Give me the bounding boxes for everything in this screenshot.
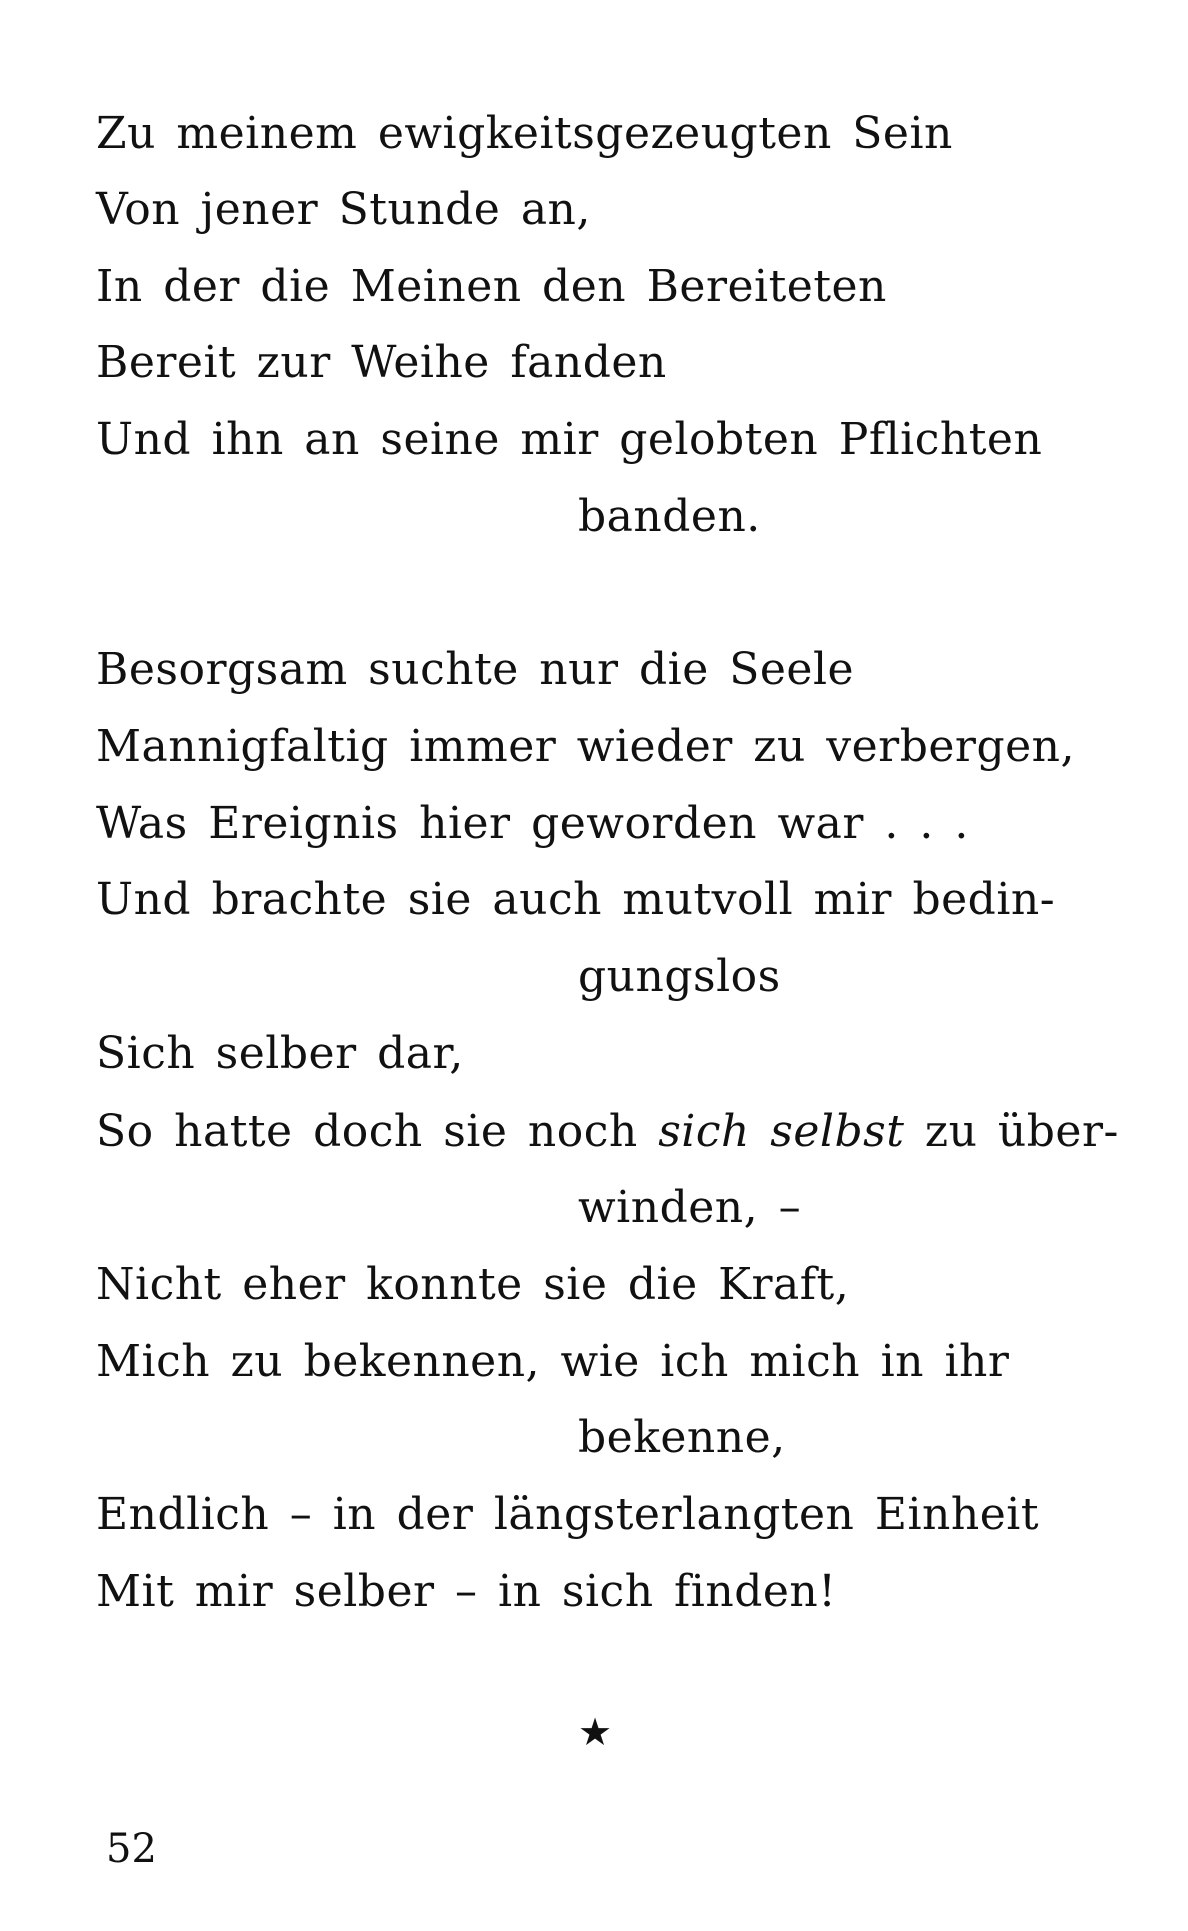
poem-line: Sich selber dar, (96, 1028, 464, 1079)
poem-line: Besorgsam suchte nur die Seele (96, 644, 855, 695)
emphasized-text: sich selbst (658, 1106, 905, 1157)
poem-line (96, 1106, 1119, 1158)
poem-line: Mit mir selber – in sich finden! (96, 1566, 837, 1617)
poem-line: Von jener Stunde an, (96, 184, 591, 235)
page-number: 52 (106, 1826, 157, 1872)
poem-line: Und brachte sie auch mutvoll mir bedin- (96, 874, 1056, 925)
poem-line: Bereit zur Weihe fanden (96, 337, 667, 388)
poem-line-continuation: winden, – (578, 1182, 802, 1233)
star-ornament-icon: ★ (578, 1710, 613, 1754)
poem-line: Und ihn an seine mir gelobten Pflichten (96, 414, 1043, 465)
poem-text: So hatte doch sie noch (96, 1106, 659, 1157)
poem-line: Was Ereignis hier geworden war . . . (96, 798, 969, 849)
poem-line: Nicht eher konnte sie die Kraft, (96, 1259, 850, 1310)
poem-line: In der die Meinen den Bereiteten (96, 261, 887, 312)
poem-text: zu über- (904, 1106, 1119, 1157)
poem-line: Zu meinem ewigkeitsgezeugten Sein (96, 108, 953, 159)
poem-line: Endlich – in der längsterlangten Einheit (96, 1489, 1039, 1540)
poem-line: Mich zu bekennen, wie ich mich in ihr (96, 1336, 1010, 1387)
poem-line-continuation: gungslos (578, 951, 781, 1002)
poem-line-continuation: bekenne, (578, 1412, 786, 1463)
poem-line-continuation: banden. (578, 491, 761, 542)
poem-line: Mannigfaltig immer wieder zu verbergen, (96, 721, 1075, 772)
